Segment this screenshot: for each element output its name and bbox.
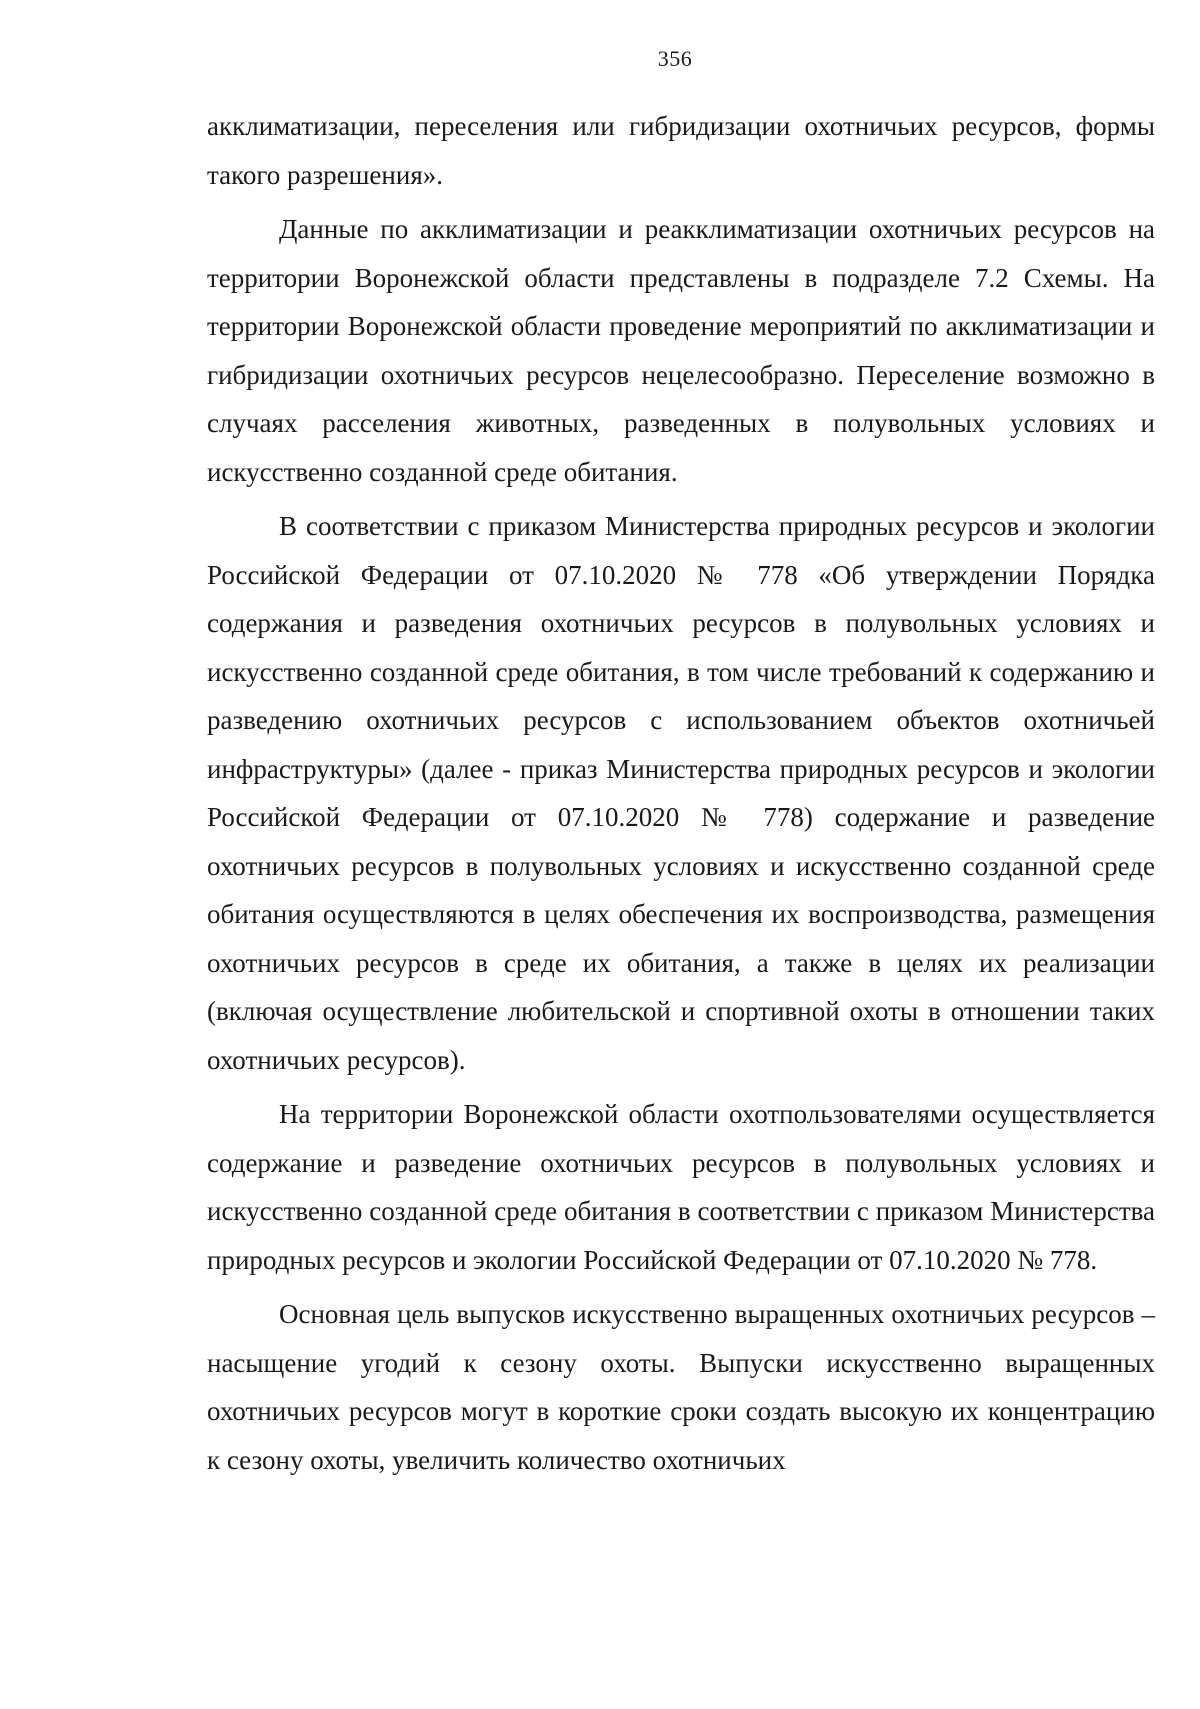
document-body [207, 102, 1155, 1484]
page-number: 356 [657, 46, 693, 71]
paragraph-1: акклиматизации, переселения или гибридизации охотничьих ресурсов, формы такого разрешения». [207, 111, 1155, 190]
paragraph-2: Данные по акклиматизации и реакклиматизации охотничьих ресурсов на территории Воронежской области представлены в подразделе 7.2 Схемы. На территории Воронежской области проведение мероприятий по акклиматизации и гибридизации охотничьих ресурсов нецелесообразно. Переселение возможно в случаях расселения животных, разведенных в полувольных условиях и искусственно созданной среде обитания. [207, 214, 1155, 487]
paragraph-4: На территории Воронежской области охотпользователями осуществляется содержание и разведение охотничьих ресурсов в полувольных условиях и искусственно созданной среде обитания в соответствии с приказом Министерства природных ресурсов и экологии Российской Федерации от 07.10.2020 № 778. [207, 1099, 1155, 1275]
paragraph-3: В соответствии с приказом Министерства природных ресурсов и экологии Российской Федерации от 07.10.2020 № 778 «Об утверждении Порядка содержания и разведения охотничьих ресурсов в полувольных условиях и искусственно созданной среде обитания, в том числе требований к содержанию и разведению охотничьих ресурсов с использованием объектов охотничьей инфраструктуры» (далее - приказ Министерства природных ресурсов и экологии Российской Федерации от 07.10.2020 № 778) содержание и разведение охотничьих ресурсов в полувольных условиях и искусственно созданной среде обитания осуществляются в целях обеспечения их воспроизводства, размещения охотничьих ресурсов в среде их обитания, а также в целях их реализации (включая осуществление любительской и спортивной охоты в отношении таких охотничьих ресурсов). [207, 511, 1155, 1075]
paragraph-5: Основная цель выпусков искусственно выращенных охотничьих ресурсов – насыщение угодий к сезону охоты. Выпуски искусственно выращенных охотничьих ресурсов могут в короткие сроки создать высокую их концентрацию к сезону охоты, увеличить количество охотничьих [207, 1299, 1155, 1475]
